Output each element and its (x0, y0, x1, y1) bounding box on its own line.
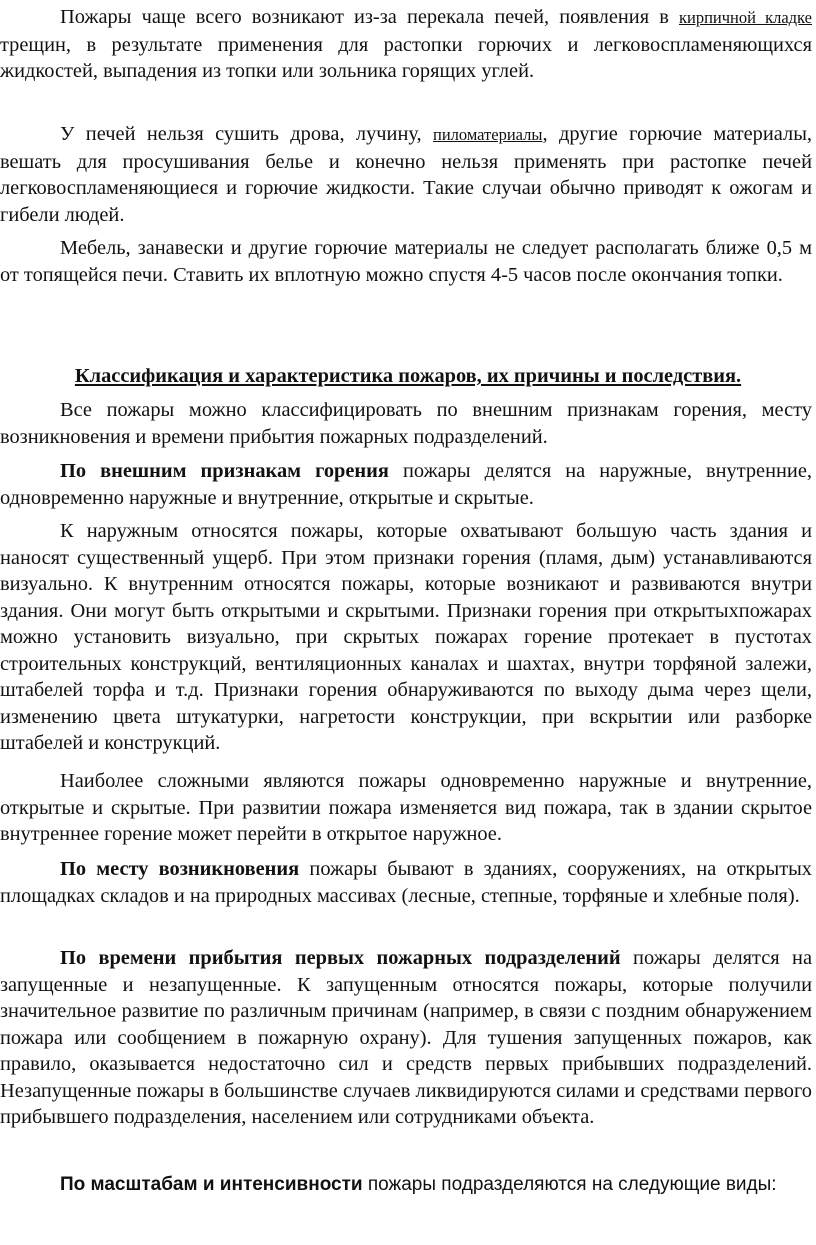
paragraph-9-bold-lead: По времени прибытия первых пожарных подразделений (60, 947, 621, 969)
paragraph-1 (0, 4, 812, 85)
section-heading: Классификация и характеристика пожаров, их причины и последствия. (74, 365, 742, 387)
paragraph-10-text: пожары подразделяются на следующие виды: (362, 1174, 777, 1195)
paragraph-3: Мебель, занавески и другие горючие материалы не следует располагать ближе 0,5 м от топящейся печи. Ставить их вплотную можно спустя 4-5 часов после окончания топки. (0, 237, 812, 286)
link-kirpichnoy-kladke[interactable]: кирпичной кладке (678, 8, 812, 27)
paragraph-5-text: пожары делятся на наружные, внутренние, одновременно наружные и внутренние, открытые и скрытые. (0, 460, 812, 509)
paragraph-2-text-a: У печей нельзя сушить дрова, лучину, (60, 123, 433, 145)
paragraph-5 (0, 458, 812, 511)
paragraph-6: К наружным относятся пожары, которые охватывают большую часть здания и наносят существенный ущерб. При этом признаки горения (пламя, дым) устанавливаются визуально. К внутренним относятся пожары, которые возникают и развиваются внутри здания. Они могут быть открытыми и скрытыми. Признаки горения при открытыхпожарах можно установить визуально, при скрытых пожарах горение протекает в пустотах строительных конструкций, вентиляционных каналах и шахтах, внутри торфяной залежи, штабелей торфа и т.д. Признаки горения обнаруживаются по выходу дыма через щели, изменению цвета штукатурки, нагретости конструкции, при вскрытии или разборке штабелей и конструкций. (0, 520, 812, 754)
paragraph-9 (0, 945, 812, 1131)
paragraph-10 (0, 1168, 812, 1202)
paragraph-8 (0, 856, 812, 909)
paragraph-5-bold-lead: По внешним признакам горения (60, 460, 389, 482)
link-pilomaterialy[interactable]: пиломатериалы (433, 125, 543, 144)
paragraph-1-text-b: трещин, в результате применения для растопки горючих и легковоспламеняющихся жидкостей, выпадения из топки или зольника горящих углей. (0, 33, 812, 82)
paragraph-1-text-a: Пожары чаще всего возникают из-за перекала печей, появления в (60, 6, 679, 28)
paragraph-4: Все пожары можно классифицировать по внешним признакам горения, месту возникновения и времени прибытия пожарных подразделений. (0, 399, 812, 448)
paragraph-2-text-b: , другие горючие материалы, вешать для просушивания белье и конечно нельзя применять при растопке печей легковоспламеняющиеся и горючие жидкости. Такие случаи обычно приводят к ожогам и гибели людей. (0, 123, 812, 226)
paragraph-8-text: пожары бывают в зданиях, сооружениях, на открытых площадках складов и на природных массивах (лесные, степные, торфяные и хлебные поля). (0, 858, 812, 907)
paragraph-7: Наиболее сложными являются пожары одновременно наружные и внутренние, открытые и скрытые. При развитии пожара изменяется вид пожара, так в здании скрытое внутреннее горение может перейти в открытое наружное. (0, 770, 812, 845)
paragraph-10-bold-lead: По масштабам и интенсивности (60, 1174, 363, 1195)
paragraph-9-text: пожары делятся на запущенные и незапущенные. К запущенным относятся пожары, которые получили значительное развитие по различным причинам (например, в связи с поздним обнаружением пожара или сообщением в пожарную охрану). Для тушения запущенных пожаров, как правило, оказывается недостаточно сил и средств первых прибывших подразделений. Незапущенные пожары в большинстве случаев ликвидируются силами и средствами первого прибывшего подразделения, населением или сотрудниками объекта. (0, 947, 812, 1128)
paragraph-8-bold-lead: По месту возникновения (60, 858, 300, 880)
paragraph-2 (0, 121, 812, 228)
